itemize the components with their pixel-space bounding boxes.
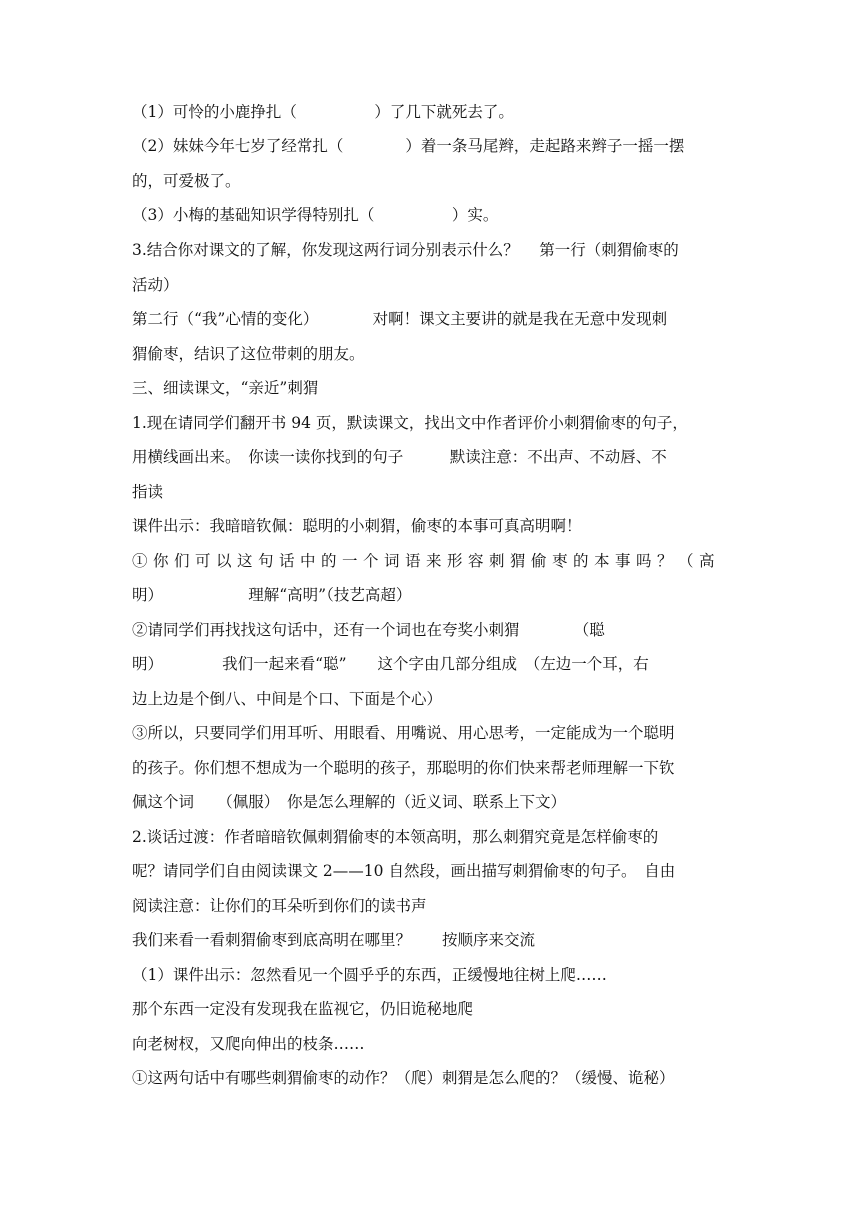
text-line: 明） 我们一起来看“聪” 这个字由几部分组成 （左边一个耳，右 [132,655,649,673]
text-line: ①你们可以这句话中的一个词语来形容刺猬偷枣的本事吗？（高 [132,552,721,570]
text-line: 猬偷枣，结识了这位带刺的朋友。 [132,345,365,363]
text-line: ①这两句话中有哪些刺猬偷枣的动作？（爬）刺猬是怎么爬的？（缓慢、诡秘） [132,1069,675,1087]
text-line: ③所以，只要同学们用耳听、用眼看、用嘴说、用心思考，一定能成为一个聪明 [132,724,675,742]
text-line: ②请同学们再找找这句话中，还有一个词也在夸奖小刺猬 （聪 [132,621,605,639]
text-line: 阅读注意：让你们的耳朵听到你们的读书声 [132,897,427,915]
text-line: （1）课件出示：忽然看见一个圆乎乎的东西，正缓慢地往树上爬…… [132,966,607,984]
section-heading: 三、细读课文，“亲近”刺猬 [132,379,319,397]
text-line: 第二行（“我”心情的变化） 对啊！课文主要讲的就是我在无意中发现刺 [132,310,668,328]
text-line: 1.现在请同学们翻开书 94 页，默读课文，找出文中作者评价小刺猬偷枣的句子， [132,414,688,432]
text-line: 向老树杈，又爬向伸出的枝条…… [132,1035,365,1053]
text-line: （3）小梅的基础知识学得特别扎（ ）实。 [132,206,499,224]
text-line: 呢？请同学们自由阅读课文 2——10 自然段，画出描写刺猬偷枣的句子。 自由 [132,862,676,880]
text-line: （1）可怜的小鹿挣扎（ ）了几下就死去了。 [132,103,514,121]
text-line: 3.结合你对课文的了解，你发现这两行词分别表示什么？ 第一行（刺猬偷枣的 [132,241,679,259]
text-line: 课件出示：我暗暗钦佩：聪明的小刺猬，偷枣的本事可真高明啊！ [132,517,582,535]
text-line: 那个东西一定没有发现我在监视它，仍旧诡秘地爬 [132,1000,474,1018]
text-line: （2）妹妹今年七岁了经常扎（ ）着一条马尾辫，走起路来辫子一摇一摆 [132,137,685,155]
text-line: 我们来看一看刺猬偷枣到底高明在哪里？ 按顺序来交流 [132,931,536,949]
text-line: 用横线画出来。 你读一读你找到的句子 默读注意：不出声、不动唇、不 [132,448,667,466]
text-line: 的，可爱极了。 [132,172,241,190]
text-line: 边上边是个倒八、中间是个口、下面是个心） [132,690,443,708]
text-line: 明） 理解“高明”（技艺高超） [132,586,412,604]
text-line: 指读 [132,483,164,501]
text-line: 2.谈话过渡：作者暗暗钦佩刺猬偷枣的本领高明，那么刺猬究竟是怎样偷枣的 [132,828,659,846]
text-line: 的孩子。你们想不想成为一个聪明的孩子，那聪明的你们快来帮老师理解一下钦 [132,759,675,777]
text-line: 活动） [132,276,179,294]
text-line: 佩这个词 （佩服） 你是怎么理解的（近义词、联系上下文） [132,793,567,811]
